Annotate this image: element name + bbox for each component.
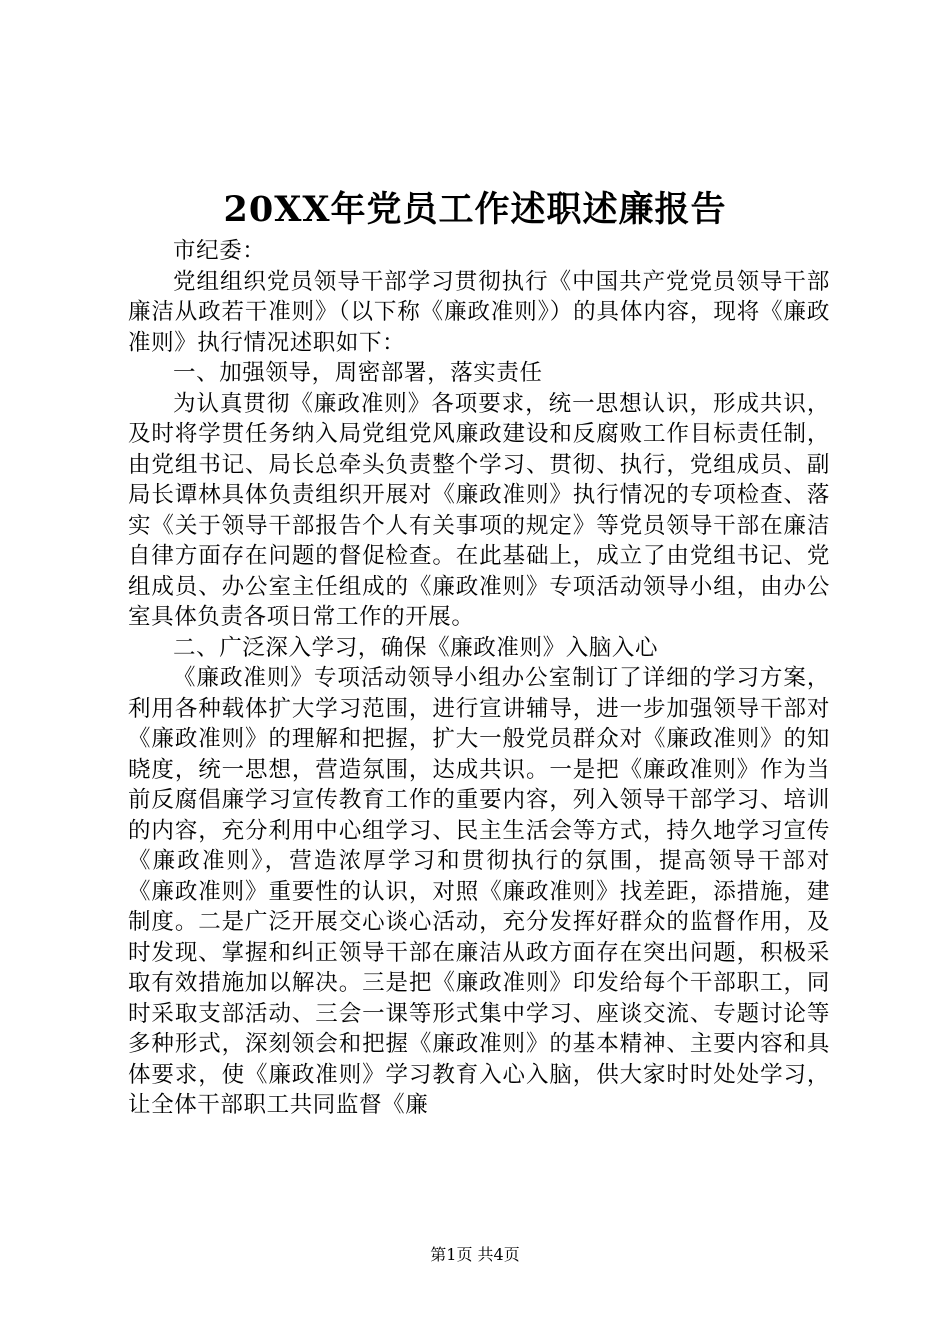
- intro-paragraph: 党组组织党员领导干部学习贯彻执行《中国共产党党员领导干部廉洁从政若干准则》（以下称《廉政准则》）的具体内容，现将《廉政准则》执行情况述职如下：: [128, 268, 830, 356]
- section-heading-2: 二、广泛深入学习，确保《廉政准则》入脑入心: [173, 634, 659, 661]
- section-heading-1: 一、加强领导，周密部署，落实责任: [173, 360, 543, 386]
- document-body: [128, 236, 830, 1121]
- section-2-paragraph: 《廉政准则》专项活动领导小组办公室制订了详细的学习方案，利用各种载体扩大学习范围，进行宣讲辅导，进一步加强领导干部对《廉政准则》的理解和把握，扩大一般党员群众对《廉政准则》的知晓度，统一思想，营造氛围，达成共识。一是把《廉政准则》作为当前反腐倡廉学习宣传教育工作的重要内容，列入领导干部学习、培训的内容，充分利用中心组学习、民主生活会等方式，持久地学习宣传《廉政准则》，营造浓厚学习和贯彻执行的氛围，提高领导干部对《廉政准则》重要性的认识，对照《廉政准则》找差距，添措施，建制度。二是广泛开展交心谈心活动，充分发挥好群众的监督作用，及时发现、掌握和纠正领导干部在廉洁从政方面存在突出问题，积极采取有效措施加以解决。三是把《廉政准则》印发给每个干部职工，同时采取支部活动、三会一课等形式集中学习、座谈交流、专题讨论等多种形式，深刻领会和把握《廉政准则》的基本精神、主要内容和具体要求，使《廉政准则》学习教育入心入脑，供大家时时处处学习，让全体干部职工共同监督《廉: [128, 665, 830, 1118]
- section-1-paragraph: 为认真贯彻《廉政准则》各项要求，统一思想认识，形成共识，及时将学贯任务纳入局党组党风廉政建设和反腐败工作目标责任制，由党组书记、局长总牵头负责整个学习、贯彻、执行，党组成员、副局长谭林具体负责组织开展对《廉政准则》执行情况的专项检查、落实《关于领导干部报告个人有关事项的规定》等党员领导干部在廉洁自律方面存在问题的督促检查。在此基础上，成立了由党组书记、党组成员、办公室主任组成的《廉政准则》专项活动领导小组，由办公室具体负责各项日常工作的开展。: [128, 390, 830, 630]
- page-footer: 第1页 共4页: [430, 1245, 520, 1264]
- document-title: 20XX年党员工作述职述廉报告: [223, 189, 727, 230]
- salutation: 市纪委：: [173, 238, 266, 264]
